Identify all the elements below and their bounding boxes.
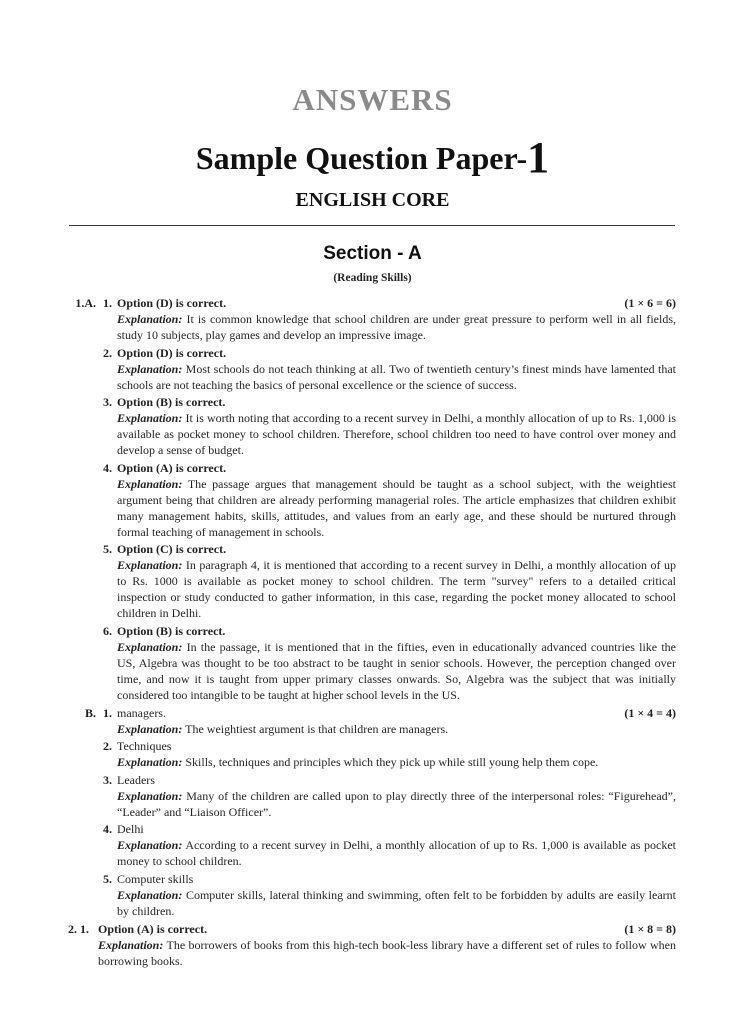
explanation-label: Explanation: (117, 312, 183, 326)
answer-line (103, 541, 676, 557)
marks: (1 × 6 = 6) (624, 296, 676, 310)
explanation (117, 887, 676, 919)
explanation-text: Skills, techniques and principles which they pick up while still young help them cope. (182, 755, 599, 770)
question-number: 5. (103, 871, 112, 886)
explanation-label: Explanation: (117, 361, 183, 376)
answer-item (0, 295, 745, 343)
explanation-text: It is common knowledge that school children are under great pressure to perform well in all fields, study 10 subjects, play games and develop an impressive image. (117, 312, 676, 342)
paper-title-text: Sample Question Paper- (195, 140, 528, 176)
section-title: Section - A (323, 243, 422, 264)
answer-text: Computer skills (117, 871, 194, 886)
answer-line (75, 295, 676, 311)
explanation (117, 311, 676, 343)
answer-line (68, 921, 676, 937)
explanation-text: It is worth noting that according to a recent survey in Delhi, a monthly allocation of up to Rs. 1,000 is available as pocket money to school children. Therefore, school children too need to have control over money and develop a sense of budget. (117, 411, 676, 458)
question-number: 4. (103, 822, 112, 837)
answer-text: Option (B) is correct. (117, 395, 226, 410)
answer-line (103, 345, 676, 361)
answer-text: Option (C) is correct. (117, 542, 227, 557)
paper-number: 1 (527, 133, 550, 182)
subject-title: ENGLISH CORE (295, 189, 450, 211)
answer-text: Option (B) is correct. (117, 623, 226, 638)
explanation-text: The weightiest argument is that children are managers. (182, 721, 449, 736)
explanation-text: Most schools do not teach thinking at all. Two of twentieth century’s finest minds have lamented that schools are not teaching the basics of personal excellence or the science of success. (117, 361, 676, 392)
answer-item (0, 921, 745, 969)
answer-list (0, 295, 745, 970)
section-label: B. (84, 705, 96, 720)
explanation-label: Explanation: (117, 476, 183, 491)
answer-text: Option (D) is correct. (117, 296, 227, 310)
explanation (117, 837, 676, 869)
explanation-label: Explanation: (117, 639, 183, 654)
answer-text: Option (A) is correct. (117, 460, 227, 475)
answer-line (103, 394, 676, 410)
answer-item (0, 871, 745, 919)
explanation-text: The passage argues that management should be taught as a school subject, with the weightiest argument being that children are already performing managerial roles. The article emphasizes that children exhibit many management habits, skills, attitudes, and values from an early age, and these should be nurtured through formal teaching of management in schools. (117, 476, 676, 539)
question-number: 2. (103, 345, 112, 360)
explanation-label: Explanation: (117, 887, 183, 902)
explanation (117, 361, 676, 393)
divider (69, 225, 675, 226)
marks: (1 × 8 = 8) (624, 921, 676, 936)
explanation (117, 476, 676, 540)
question-number: 2. (103, 739, 112, 754)
explanation-text: In the passage, it is mentioned that in the fifties, even in educationally advanced countries like the US, Algebra was thought to be too abstract to be taught in senior schools. However, the perception changed over time, and now it is taught from upper primary classes onwards. So, Algebra was the subject that was initially considered too intangible to be taught at higher school levels in the US. (117, 639, 676, 702)
explanation-text: In paragraph 4, it is mentioned that according to a recent survey in Delhi, a monthly allocation of up to Rs. 1000 is available as pocket money to school children. The term "survey" refers to a detailed critical inspection or study conducted to gather information, in this case, regarding the pocket money allocated to school children in Delhi. (117, 558, 676, 621)
explanation-label: Explanation: (117, 558, 183, 573)
answers-heading: ANSWERS (292, 82, 453, 117)
answer-item (0, 345, 745, 393)
explanation (117, 788, 676, 820)
section-label: 1.A. (75, 296, 96, 310)
explanation (117, 410, 676, 458)
answer-line (103, 871, 676, 887)
paper-title (0, 132, 745, 183)
question-number: 3. (103, 772, 112, 787)
answer-item (0, 460, 745, 540)
explanation-label: Explanation: (117, 755, 183, 770)
answer-text: managers. (117, 705, 166, 720)
explanation (117, 754, 676, 770)
answer-item (0, 541, 745, 621)
answer-line (103, 821, 676, 837)
marks: (1 × 4 = 4) (624, 705, 676, 720)
answer-line (84, 705, 676, 721)
answer-item (0, 738, 745, 770)
section-label: 2. 1. (68, 921, 89, 936)
question-number: 6. (103, 623, 112, 638)
answer-line (103, 623, 676, 639)
answer-text: Option (A) is correct. (98, 921, 208, 936)
answer-line (103, 738, 676, 754)
explanation (117, 639, 676, 703)
answer-item (0, 705, 745, 737)
answer-text: Techniques (117, 739, 172, 754)
answer-text: Leaders (117, 772, 155, 787)
explanation-text: Computer skills, lateral thinking and swimming, often felt to be forbidden by adults are easily learnt by children. (117, 887, 676, 918)
answer-item (0, 623, 745, 703)
explanation-label: Explanation: (117, 721, 183, 736)
answer-text: Delhi (117, 822, 144, 837)
answer-line (103, 772, 676, 788)
explanation-label: Explanation: (98, 937, 164, 952)
explanation (98, 937, 676, 969)
question-number: 5. (103, 542, 112, 557)
explanation-text: According to a recent survey in Delhi, a monthly allocation of up to Rs. 1,000 is available as pocket money to school children. (117, 838, 676, 869)
explanation (117, 557, 676, 621)
question-number: 4. (103, 460, 112, 475)
section-subtitle: (Reading Skills) (333, 272, 412, 284)
question-number: 1. (103, 705, 112, 720)
question-number: 1. (103, 296, 112, 310)
explanation-label: Explanation: (117, 788, 183, 803)
answer-item (0, 821, 745, 869)
answer-item (0, 394, 745, 458)
explanation-label: Explanation: (117, 838, 183, 853)
explanation-label: Explanation: (117, 411, 183, 426)
answer-item (0, 772, 745, 820)
explanation-text: The borrowers of books from this high-tech book-less library have a different set of rules to follow when borrowing books. (98, 937, 676, 968)
explanation-text: Many of the children are called upon to play directly three of the interpersonal roles: “Figurehead”, “Leader” and “Liaison Officer”. (117, 788, 676, 819)
answer-line (103, 460, 676, 476)
question-number: 3. (103, 395, 112, 410)
answer-text: Option (D) is correct. (117, 345, 227, 360)
explanation (117, 721, 676, 737)
